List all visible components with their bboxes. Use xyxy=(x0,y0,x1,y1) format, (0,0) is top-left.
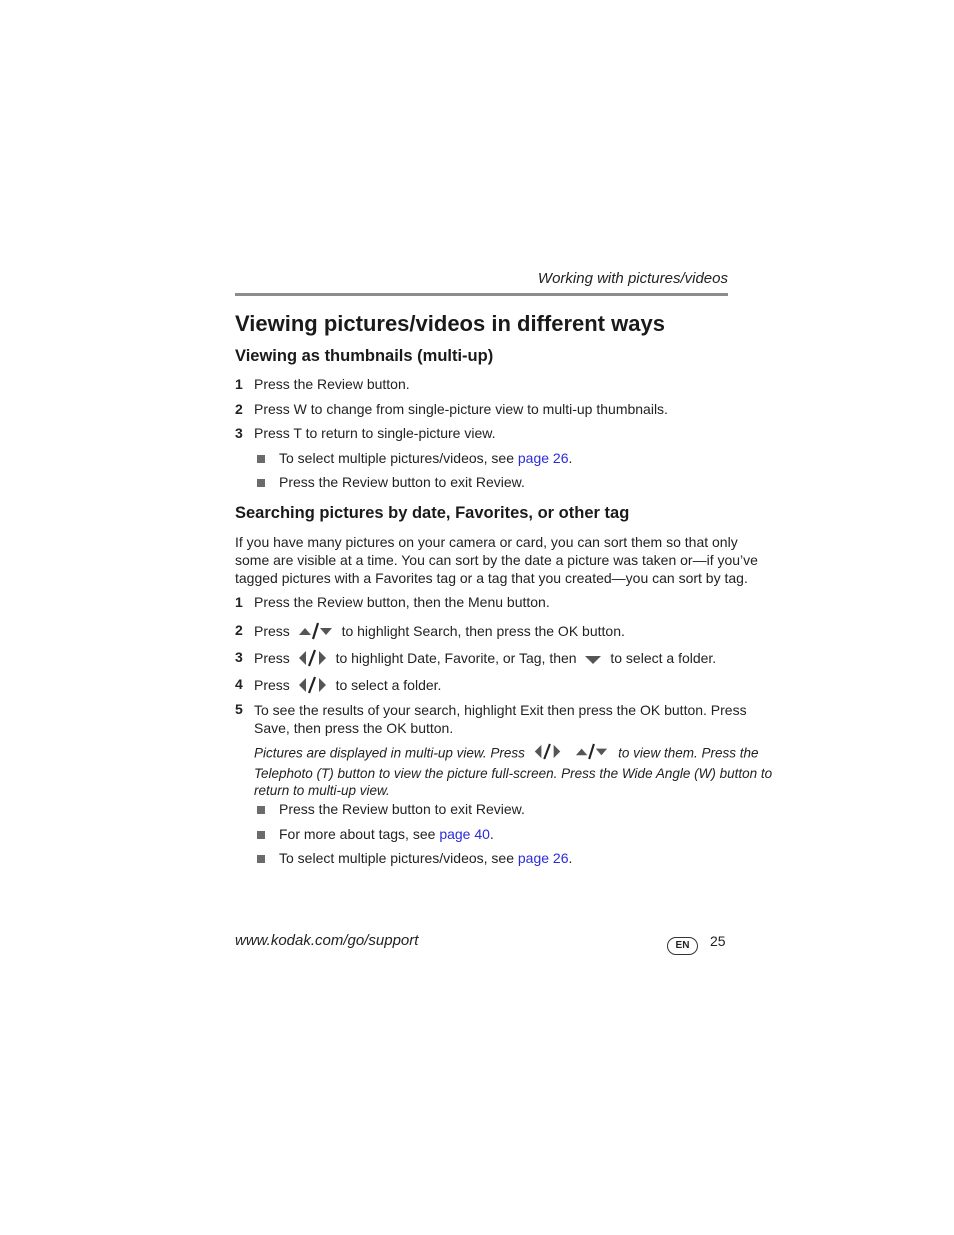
bullet-item xyxy=(279,826,494,842)
note-paragraph xyxy=(254,743,772,800)
intro-paragraph xyxy=(235,533,758,587)
bullet-text: To select multiple pictures/videos, see xyxy=(279,850,518,866)
bullet-text: To select multiple pictures/videos, see xyxy=(279,450,518,466)
step-line: To see the results of your search, highlight Exit then press the OK button. Press xyxy=(254,702,747,718)
down-arrow-icon xyxy=(584,652,602,668)
intro-line: some are visible at a time. You can sort by the date a picture was taken or—if you’ve xyxy=(235,552,758,568)
note-line: Telephoto (T) button to view the picture full-screen. Press the Wide Angle (W) button to xyxy=(254,765,773,781)
note-text-pre: Pictures are displayed in multi-up view. Press xyxy=(254,745,525,761)
step-text: Press T to return to single-picture view. xyxy=(254,425,496,441)
bullet-item: Press the Review button to exit Review. xyxy=(279,474,525,490)
bullet-text-end: . xyxy=(568,450,573,466)
step-number: 3 xyxy=(235,649,243,665)
section-heading-search: Searching pictures by date, Favorites, or other tag xyxy=(235,504,630,522)
step-text-mid: to highlight Date, Favorite, or Tag, then xyxy=(335,650,577,667)
step-number: 5 xyxy=(235,701,243,717)
bullet-text-end: . xyxy=(568,850,573,866)
step-number: 1 xyxy=(235,594,243,610)
language-badge: EN xyxy=(667,937,698,955)
step-text-pre: Press xyxy=(254,623,290,640)
bullet-text-end: . xyxy=(489,826,494,842)
step-text: Press W to change from single-picture view to multi-up thumbnails. xyxy=(254,401,668,417)
bullet-item xyxy=(279,850,572,866)
page-link[interactable]: page 26 xyxy=(517,450,569,466)
step-text xyxy=(254,649,716,670)
page-link[interactable]: page 40 xyxy=(439,826,490,842)
left-right-arrow-icon xyxy=(298,649,328,670)
bullet-item: Press the Review button to exit Review. xyxy=(279,801,525,817)
intro-line: tagged pictures with a Favorites tag or a tag that you created—you can sort by tag. xyxy=(235,570,748,586)
step-text: Press the Review button. xyxy=(254,376,410,392)
step-number: 2 xyxy=(235,622,243,638)
page-title: Viewing pictures/videos in different ways xyxy=(235,311,665,336)
bullet-square-icon xyxy=(257,455,265,463)
left-right-arrow-icon xyxy=(533,743,563,765)
step-text-post: to select a folder. xyxy=(610,650,717,667)
section-heading-thumbnails: Viewing as thumbnails (multi-up) xyxy=(235,347,494,365)
up-down-arrow-icon xyxy=(574,743,610,765)
step-text xyxy=(254,701,747,737)
bullet-item xyxy=(279,450,572,466)
step-text-post: to select a folder. xyxy=(335,677,442,694)
bullet-square-icon xyxy=(257,479,265,487)
step-text xyxy=(254,622,625,643)
note-line: return to multi-up view. xyxy=(254,783,390,798)
up-down-arrow-icon xyxy=(298,622,334,643)
step-number: 2 xyxy=(235,401,243,417)
step-number: 4 xyxy=(235,676,243,692)
step-text: Press the Review button, then the Menu button. xyxy=(254,594,550,610)
step-text xyxy=(254,676,441,697)
page-link[interactable]: page 26 xyxy=(517,850,569,866)
step-number: 1 xyxy=(235,376,243,392)
step-line: Save, then press the OK button. xyxy=(254,720,454,736)
bullet-square-icon xyxy=(257,855,265,863)
step-text-pre: Press xyxy=(254,677,290,694)
step-text-pre: Press xyxy=(254,650,290,667)
step-number: 3 xyxy=(235,425,243,441)
support-url[interactable]: www.kodak.com/go/support xyxy=(235,932,419,949)
bullet-text: For more about tags, see xyxy=(279,826,440,842)
note-text-post: to view them. Press the xyxy=(618,745,759,761)
left-right-arrow-icon xyxy=(298,676,328,697)
intro-line: If you have many pictures on your camera or card, you can sort them so that only xyxy=(235,534,738,550)
header-rule xyxy=(235,293,728,296)
running-header: Working with pictures/videos xyxy=(537,270,728,287)
bullet-square-icon xyxy=(257,831,265,839)
note-line xyxy=(254,743,772,765)
bullet-square-icon xyxy=(257,806,265,814)
step-text-post: to highlight Search, then press the OK button. xyxy=(341,623,625,640)
page-number: 25 xyxy=(710,933,726,949)
